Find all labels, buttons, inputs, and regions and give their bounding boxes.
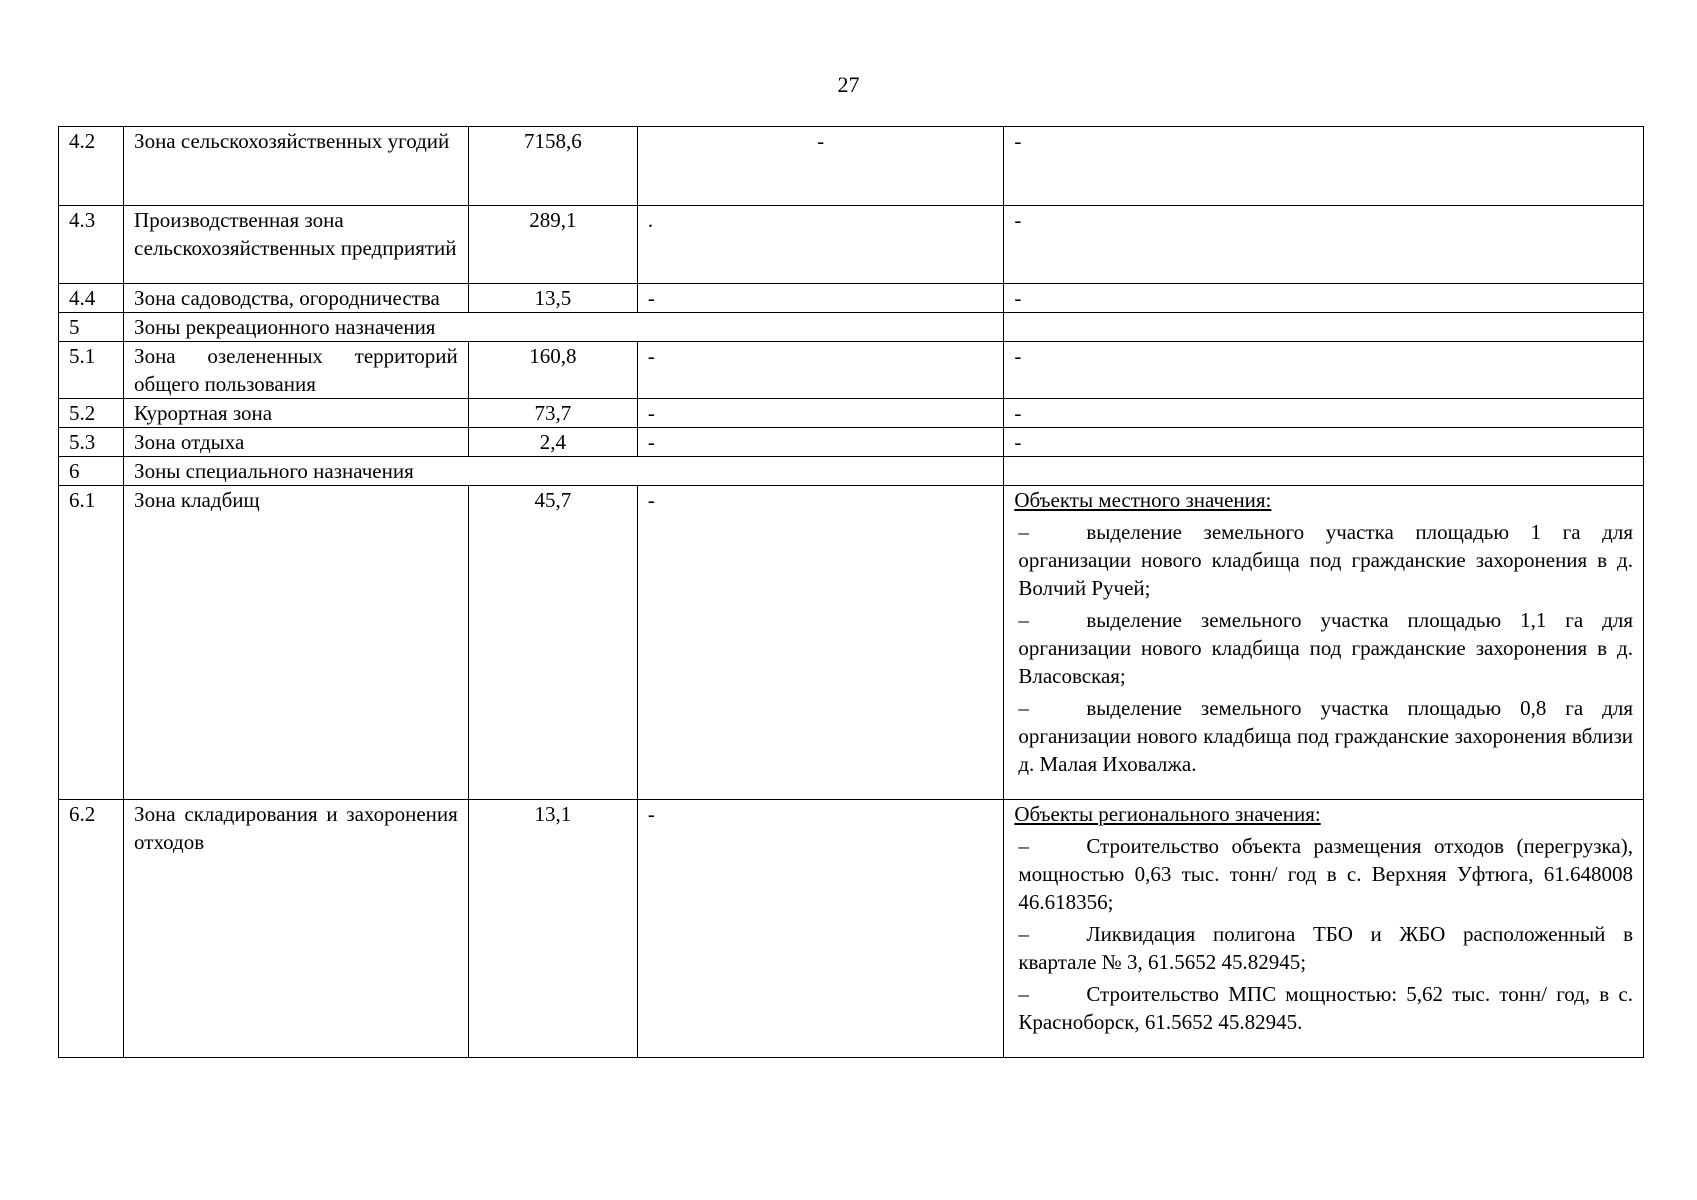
- dash-marker: –: [1018, 608, 1029, 632]
- dash-marker: –: [1018, 520, 1029, 544]
- object-text: Строительство объекта размещения отходов (перегрузка), мощностью 0,63 тыс. тонн/ год в с. Верхняя Уфтюга, 61.648008 46.618356;: [1018, 834, 1633, 914]
- row-number: 4.2: [59, 127, 124, 206]
- zone-col5: -: [1004, 428, 1644, 457]
- table-row: [59, 127, 1644, 206]
- zone-area: 73,7: [468, 399, 637, 428]
- table-row: [59, 399, 1644, 428]
- zone-col4: -: [637, 342, 1003, 399]
- row-number: 4.4: [59, 284, 124, 313]
- page-number: 27: [837, 72, 860, 97]
- dash-marker: –: [1018, 834, 1029, 858]
- zone-name: Зона садоводства, огородничества: [124, 284, 469, 313]
- zone-name: Зона кладбищ: [124, 486, 469, 800]
- zone-area: 7158,6: [468, 127, 637, 206]
- table-row: [59, 342, 1644, 399]
- zone-name: Зона озелененных территорий общего пользования: [124, 342, 469, 399]
- table-row: [59, 206, 1644, 284]
- zone-col4: .: [637, 206, 1003, 284]
- zone-col5: -: [1004, 284, 1644, 313]
- section-number: 6: [59, 457, 124, 486]
- row-number: 5.2: [59, 399, 124, 428]
- object-text: выделение земельного участка площадью 1 га для организации нового кладбища под гражданские захоронения в д. Волчий Ручей;: [1018, 520, 1633, 600]
- row-number: 5.3: [59, 428, 124, 457]
- section-row: [59, 313, 1644, 342]
- zone-name: Зона сельскохозяйственных угодий: [124, 127, 469, 206]
- row-number: 6.1: [59, 486, 124, 800]
- object-text: выделение земельного участка площадью 1,1 га для организации нового кладбища под гражданские захоронения в д. Власовская;: [1018, 608, 1633, 688]
- row-number: 4.3: [59, 206, 124, 284]
- section-title: Зоны специального назначения: [124, 457, 1004, 486]
- table-row: [59, 486, 1644, 800]
- zone-col5: -: [1004, 342, 1644, 399]
- dash-marker: –: [1018, 922, 1029, 946]
- zone-col4: -: [637, 399, 1003, 428]
- zone-col4: -: [637, 428, 1003, 457]
- zone-col4: -: [637, 486, 1003, 800]
- zone-col4: -: [637, 284, 1003, 313]
- table-row: [59, 428, 1644, 457]
- zone-col4: -: [637, 800, 1003, 1058]
- planned-objects: [1004, 486, 1644, 800]
- zone-area: 2,4: [468, 428, 637, 457]
- zone-col5: [1004, 457, 1644, 486]
- object-text: Ликвидация полигона ТБО и ЖБО расположенный в квартале № 3, 61.5652 45.82945;: [1018, 922, 1633, 974]
- object-item: [1014, 920, 1633, 976]
- zone-area: 13,5: [468, 284, 637, 313]
- zone-col5: [1004, 313, 1644, 342]
- object-item: [1014, 518, 1633, 602]
- object-item: [1014, 606, 1633, 690]
- objects-title: Объекты регионального значения:: [1014, 802, 1321, 826]
- section-row: [59, 457, 1644, 486]
- planned-objects: [1004, 800, 1644, 1058]
- zone-col5: -: [1004, 127, 1644, 206]
- zone-col5: -: [1004, 399, 1644, 428]
- zone-area: 13,1: [468, 800, 637, 1058]
- zone-area: 160,8: [468, 342, 637, 399]
- zone-col5: -: [1004, 206, 1644, 284]
- section-number: 5: [59, 313, 124, 342]
- zone-area: 45,7: [468, 486, 637, 800]
- object-item: [1014, 832, 1633, 916]
- zone-name: Зона складирования и захоронения отходов: [124, 800, 469, 1058]
- table-row: [59, 800, 1644, 1058]
- objects-title: Объекты местного значения:: [1014, 488, 1272, 512]
- dash-marker: –: [1018, 982, 1029, 1006]
- zone-name: Курортная зона: [124, 399, 469, 428]
- row-number: 6.2: [59, 800, 124, 1058]
- zones-table: [58, 126, 1644, 1058]
- table-row: [59, 284, 1644, 313]
- object-text: Строительство МПС мощностью: 5,62 тыс. тонн/ год, в с. Красноборск, 61.5652 45.82945.: [1018, 982, 1633, 1034]
- zone-col4: -: [637, 127, 1003, 206]
- object-item: [1014, 694, 1633, 778]
- dash-marker: –: [1018, 696, 1029, 720]
- section-title: Зоны рекреационного назначения: [124, 313, 1004, 342]
- object-item: [1014, 980, 1633, 1036]
- row-number: 5.1: [59, 342, 124, 399]
- zone-area: 289,1: [468, 206, 637, 284]
- zone-name: Зона отдыха: [124, 428, 469, 457]
- zone-name: Производственная зона сельскохозяйственных предприятий: [124, 206, 469, 284]
- object-text: выделение земельного участка площадью 0,8 га для организации нового кладбища под гражданские захоронения вблизи д. Малая Иховалжа.: [1018, 696, 1633, 776]
